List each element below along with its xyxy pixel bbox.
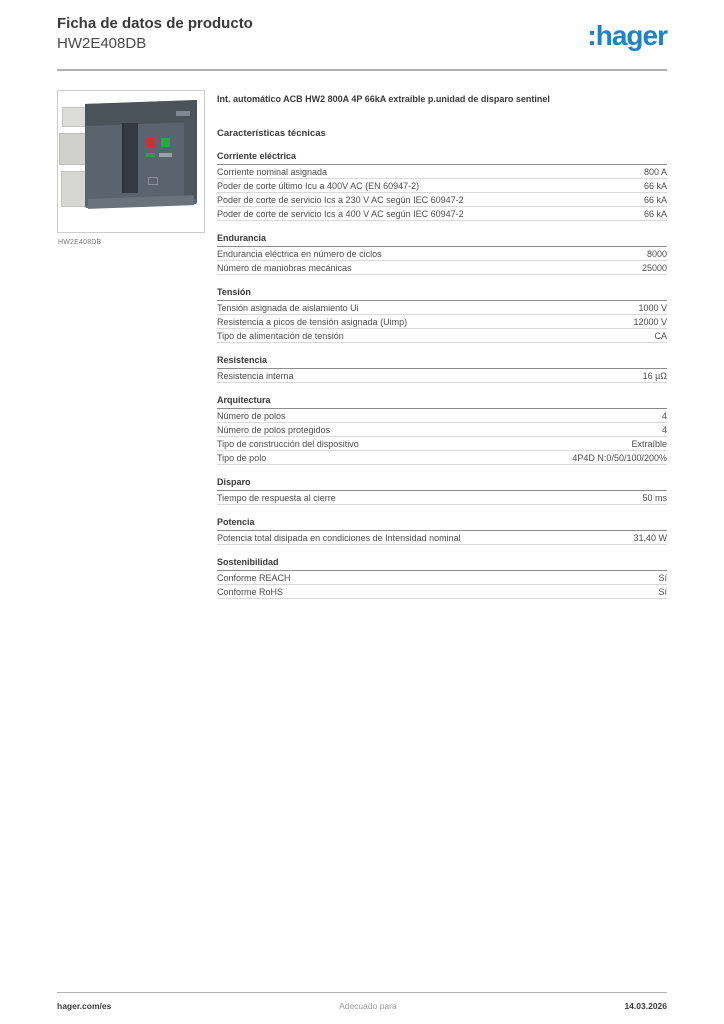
spec-label: Potencia total disipada en condiciones de Intensidad nominal	[217, 532, 461, 543]
spec-value: 66 kA	[643, 194, 667, 205]
spec-row	[217, 329, 667, 343]
spec-row	[217, 423, 667, 437]
spec-value: Sí	[658, 572, 667, 583]
section-rows	[217, 369, 667, 383]
breaker-center-slot	[122, 123, 138, 193]
footer-center-text: Adecuado para	[339, 1001, 397, 1011]
product-image	[57, 90, 205, 233]
spec-label: Resistencia interna	[217, 370, 294, 381]
section-rows	[217, 531, 667, 545]
breaker-right-panel	[184, 119, 197, 199]
page-header	[57, 14, 667, 53]
spec-row	[217, 207, 667, 221]
spec-section	[217, 151, 667, 221]
tech-characteristics-heading: Características técnicas	[217, 128, 326, 140]
section-rows	[217, 301, 667, 343]
section-rows	[217, 165, 667, 221]
spec-value: 4	[661, 410, 667, 421]
spec-label: Tipo de polo	[217, 452, 267, 463]
spec-label: Número de polos protegidos	[217, 424, 331, 435]
indicator-label-plate	[159, 153, 172, 157]
breaker-window	[148, 177, 158, 185]
section-title: Disparo	[217, 477, 667, 491]
spec-label: Tensión asignada de aislamiento Ui	[217, 302, 359, 313]
product-title: Int. automático ACB HW2 800A 4P 66kA extraíble p.unidad de disparo sentinel	[217, 94, 550, 104]
specs-column	[217, 90, 667, 599]
section-rows	[217, 409, 667, 465]
spec-value: 66 kA	[643, 180, 667, 191]
spec-section	[217, 557, 667, 599]
spec-row	[217, 409, 667, 423]
doc-type-title: Ficha de datos de producto	[57, 15, 253, 32]
section-title: Arquitectura	[217, 395, 667, 409]
spec-value: 25000	[641, 262, 667, 273]
section-rows	[217, 491, 667, 505]
spec-label: Poder de corte de servicio Ics a 400 V AC según IEC 60947-2	[217, 208, 464, 219]
spec-label: Conforme RoHS	[217, 586, 284, 597]
section-title: Resistencia	[217, 355, 667, 369]
green-on-button-icon	[161, 138, 170, 147]
spec-label: Tipo de alimentación de tensión	[217, 330, 344, 341]
spec-row	[217, 571, 667, 585]
spec-section	[217, 233, 667, 275]
spec-section	[217, 287, 667, 343]
spec-value: 800 A	[643, 166, 667, 177]
spec-label: Conforme REACH	[217, 572, 291, 583]
spec-label: Resistencia a picos de tensión asignada (Uimp)	[217, 316, 408, 327]
section-title: Corriente eléctrica	[217, 151, 667, 165]
spec-label: Poder de corte de servicio Ics a 230 V AC según IEC 60947-2	[217, 194, 464, 205]
red-off-button-icon	[146, 138, 155, 147]
spec-row	[217, 451, 667, 465]
spec-value: 8000	[646, 248, 667, 259]
spec-row	[217, 585, 667, 599]
page-footer	[57, 992, 667, 1011]
spec-label: Tiempo de respuesta al cierre	[217, 492, 336, 503]
spec-value: Sí	[658, 586, 667, 597]
breaker-logo-plate	[176, 111, 190, 116]
hager-logo: :hager	[587, 20, 667, 51]
spec-label: Endurancia eléctrica en número de ciclos	[217, 248, 382, 259]
spec-label: Número de polos	[217, 410, 286, 421]
spec-label: Tipo de construcción del dispositivo	[217, 438, 359, 449]
green-indicator-icon	[146, 153, 155, 157]
spec-label: Poder de corte último Icu a 400V AC (EN 60947-2)	[217, 180, 420, 191]
section-title: Sostenibilidad	[217, 557, 667, 571]
spec-row	[217, 315, 667, 329]
spec-row	[217, 261, 667, 275]
spec-value: 66 kA	[643, 208, 667, 219]
spec-row	[217, 193, 667, 207]
spec-value: CA	[654, 330, 667, 341]
product-code: HW2E408DB	[57, 34, 147, 52]
spec-row	[217, 179, 667, 193]
spec-row	[217, 165, 667, 179]
spec-value: 1000 V	[638, 302, 667, 313]
spec-row	[217, 531, 667, 545]
spec-label: Número de maniobras mecánicas	[217, 262, 352, 273]
section-rows	[217, 247, 667, 275]
section-title: Endurancia	[217, 233, 667, 247]
spec-label: Corriente nominal asignada	[217, 166, 328, 177]
circuit-breaker-illustration	[58, 91, 204, 232]
product-image-caption: HW2E408DB	[58, 239, 102, 246]
spec-section	[217, 477, 667, 505]
spec-section	[217, 517, 667, 545]
spec-row	[217, 247, 667, 261]
spec-row	[217, 491, 667, 505]
spec-section	[217, 355, 667, 383]
spec-value: 31,40 W	[633, 532, 667, 543]
section-rows	[217, 571, 667, 599]
spec-section	[217, 395, 667, 465]
section-title: Potencia	[217, 517, 667, 531]
header-divider	[57, 69, 667, 71]
spec-value: 4	[661, 424, 667, 435]
footer-website-link[interactable]: hager.com/es	[57, 1001, 112, 1011]
spec-row	[217, 369, 667, 383]
spec-value: 16 µΩ	[642, 370, 667, 381]
spec-value: 50 ms	[642, 492, 667, 503]
spec-value: 12000 V	[633, 316, 667, 327]
specs-sections	[217, 151, 667, 599]
spec-row	[217, 301, 667, 315]
spec-value: 4P4D N:0/50/100/200%	[572, 452, 667, 463]
footer-date: 14.03.2026	[624, 1001, 667, 1011]
spec-value: Extraíble	[631, 438, 667, 449]
section-title: Tensión	[217, 287, 667, 301]
spec-row	[217, 437, 667, 451]
